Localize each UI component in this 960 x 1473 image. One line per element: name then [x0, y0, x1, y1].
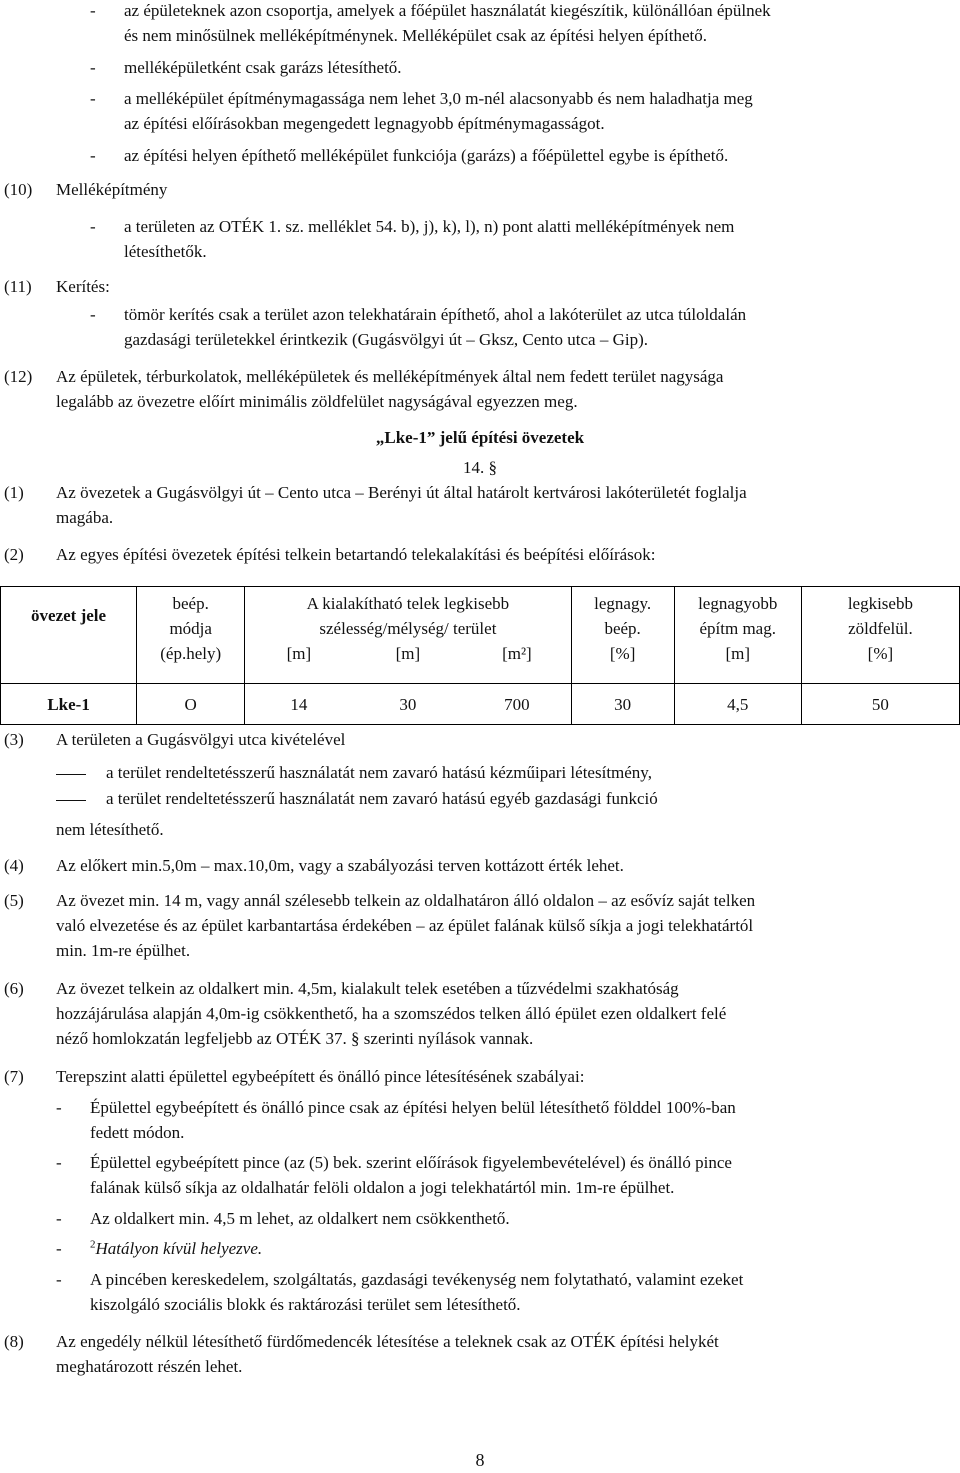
paragraph-number: (1): [4, 483, 24, 502]
bullet-dash: -: [56, 1239, 62, 1258]
regulation-table: [0, 586, 960, 725]
cell-height: 4,5: [674, 684, 801, 725]
cell-width: 14: [290, 694, 308, 714]
cell-plot: [245, 684, 571, 725]
table-header-green: legkisebb zöldfelül. [%]: [801, 587, 959, 684]
table-header-mode: beép. módja (ép.hely): [137, 587, 245, 684]
bullet-4: az építési helyen építhető melléképület funkciója (garázs) a főépülettel egybe is építhető.: [124, 146, 729, 165]
paragraph-number: (12): [4, 367, 33, 386]
table-row: [1, 684, 960, 725]
paragraph-11-text: tömör kerítés csak a terület azon telekhatárain építhető, ahol a lakóterület az utca túloldalán gazdasági területekkel érintkezik (Gugásvölgyi út – Gksz, Cento utca – Gip).: [124, 305, 747, 349]
section-4-text: Az előkert min.5,0m – max.10,0m, vagy a szabályozási terven kottázott érték lehet.: [56, 856, 624, 875]
paragraph-number: (4): [4, 856, 24, 875]
paragraph-number: (7): [4, 1067, 24, 1086]
section-7-item-1: Épülettel egybeépített és önálló pince csak az építési helyen belül létesíthető földdel 100%-ban fedett módon.: [90, 1098, 736, 1142]
section-3-text: A területen a Gugásvölgyi utca kivételével: [56, 730, 346, 749]
section-7-item-4: $^2$Hatályon kívül helyezve.: [90, 1238, 263, 1258]
section-3-item-2: a terület rendeltetésszerű használatát nem zavaró hatású egyéb gazdasági funkció: [56, 786, 950, 811]
bullet-dash: -: [90, 305, 96, 324]
paragraph-number: (3): [4, 730, 24, 749]
footnote-marker[interactable]: 2: [90, 1238, 96, 1251]
section-5-text: Az övezet min. 14 m, vagy annál szélesebb telkein az oldalhatáron álló oldalon – az esővíz saját telken való elvezetése és az épület karbantartása érdekében – az épület falának külső síkja a jogi telekhatártól min. 1m-re épülhet.: [56, 891, 756, 960]
cell-zone: Lke-1: [1, 684, 137, 725]
table-header-height: legnagyobb építm mag. [m]: [674, 587, 801, 684]
page-number: 8: [475, 1450, 485, 1470]
section-7-item-3: Az oldalkert min. 4,5 m lehet, az oldalkert nem csökkenthető.: [90, 1209, 510, 1228]
bullet-1: az épületeknek azon csoportja, amelyek a főépület használatát kiegészítik, különállóan épülnek és nem minősülnek melléképítménynek. Melléképület csak az építési helyen építhető.: [124, 1, 771, 45]
bullet-dash: -: [56, 1098, 62, 1117]
section-1-text: Az övezetek a Gugásvölgyi út – Cento utca – Berényi út által határolt kertvárosi lakóterületét foglalja magába.: [56, 483, 747, 527]
bullet-dash: -: [90, 1, 96, 20]
section-3-item-1: a terület rendeltetésszerű használatát nem zavaró hatású kézműipari létesítmény,: [56, 760, 950, 785]
bullet-dash: -: [90, 89, 96, 108]
bullet-3: a melléképület építménymagassága nem lehet 3,0 m-nél alacsonyabb és nem haladhatja meg az építési előírásokban megengedett legnagyobb építménymagasságot.: [124, 89, 753, 133]
paragraph-12-text: Az épületek, térburkolatok, melléképületek és melléképítmények által nem fedett terület nagysága legalább az övezetre előírt minimális zöldfelület nagyságával egyezzen meg.: [56, 367, 724, 411]
section-6-text: Az övezet telkein az oldalkert min. 4,5m, kialakult telek esetében a tűzvédelmi szakhatóság hozzájárulása alapján 4,0m-ig csökkenthető, ha a szomszédos telken álló épület ezen oldalkert felé néző homlokzatán legfeljebb az OTÉK 37. § szerinti nyílások vannak.: [56, 979, 727, 1048]
unit-area: [m²]: [502, 644, 532, 663]
section-3-tail: nem létesíthető.: [56, 820, 164, 839]
table-header-coverage: legnagy. beép. [%]: [571, 587, 674, 684]
cell-coverage: 30: [571, 684, 674, 725]
cell-green: 50: [801, 684, 959, 725]
table-header-row: [1, 587, 960, 684]
paragraph-sign: 14. §: [463, 458, 497, 477]
em-dash-icon: [56, 774, 86, 775]
paragraph-number: (2): [4, 545, 24, 564]
table-header-plot: A kialakítható telek legkisebb szélesség/mélység/ terület [m] [m] [m²]: [245, 587, 571, 684]
cell-area: 700: [504, 694, 530, 714]
paragraph-number: (10): [4, 180, 33, 199]
paragraph-number: (11): [4, 277, 32, 296]
em-dash-icon: [56, 800, 86, 801]
plot-units: [245, 641, 570, 666]
bullet-dash: -: [90, 146, 96, 165]
paragraph-title: Kerítés:: [56, 277, 110, 296]
paragraph-number: (8): [4, 1332, 24, 1351]
bullet-dash: -: [56, 1270, 62, 1289]
bullet-2: melléképületként csak garázs létesíthető.: [124, 58, 402, 77]
paragraph-10-text: a területen az OTÉK 1. sz. melléklet 54. b), j), k), l), n) pont alatti melléképítmények nem létesíthetők.: [124, 217, 735, 261]
bullet-dash: -: [90, 217, 96, 236]
cell-mode: O: [137, 684, 245, 725]
unit-width: [m]: [286, 644, 312, 663]
paragraph-number: (6): [4, 979, 24, 998]
bullet-dash: -: [56, 1153, 62, 1172]
section-2-text: Az egyes építési övezetek építési telkein betartandó telekalakítási és beépítési előírások:: [56, 545, 656, 564]
paragraph-number: (5): [4, 891, 24, 910]
cell-depth: 30: [399, 694, 417, 714]
section-8-text: Az engedély nélkül létesíthető fürdőmedencék létesítése a teleknek csak az OTÉK építési helykét meghatározott részén lehet.: [56, 1332, 719, 1376]
section-title: „Lke-1” jelű építési övezetek: [375, 428, 585, 447]
section-7-text: Terepszint alatti épülettel egybeépített és önálló pince létesítésének szabályai:: [56, 1067, 585, 1086]
bullet-dash: -: [90, 58, 96, 77]
section-7-item-5: A pincében kereskedelem, szolgáltatás, gazdasági tevékenység nem folytatható, valamint ezeket kiszolgáló szociális blokk és raktározási terület sem létesíthető.: [90, 1270, 744, 1314]
bullet-dash: -: [56, 1209, 62, 1228]
section-7-item-2: Épülettel egybeépített pince (az (5) bek. szerint előírások figyelembevételével) és önálló pince falának külső síkja az oldalhatár felöli oldalon a jogi telekhatártól min. 1m-re épülhet.: [90, 1153, 732, 1197]
paragraph-title: Melléképítmény: [56, 180, 168, 199]
table-header-zone: övezet jele: [1, 587, 137, 684]
unit-depth: [m]: [395, 644, 421, 663]
